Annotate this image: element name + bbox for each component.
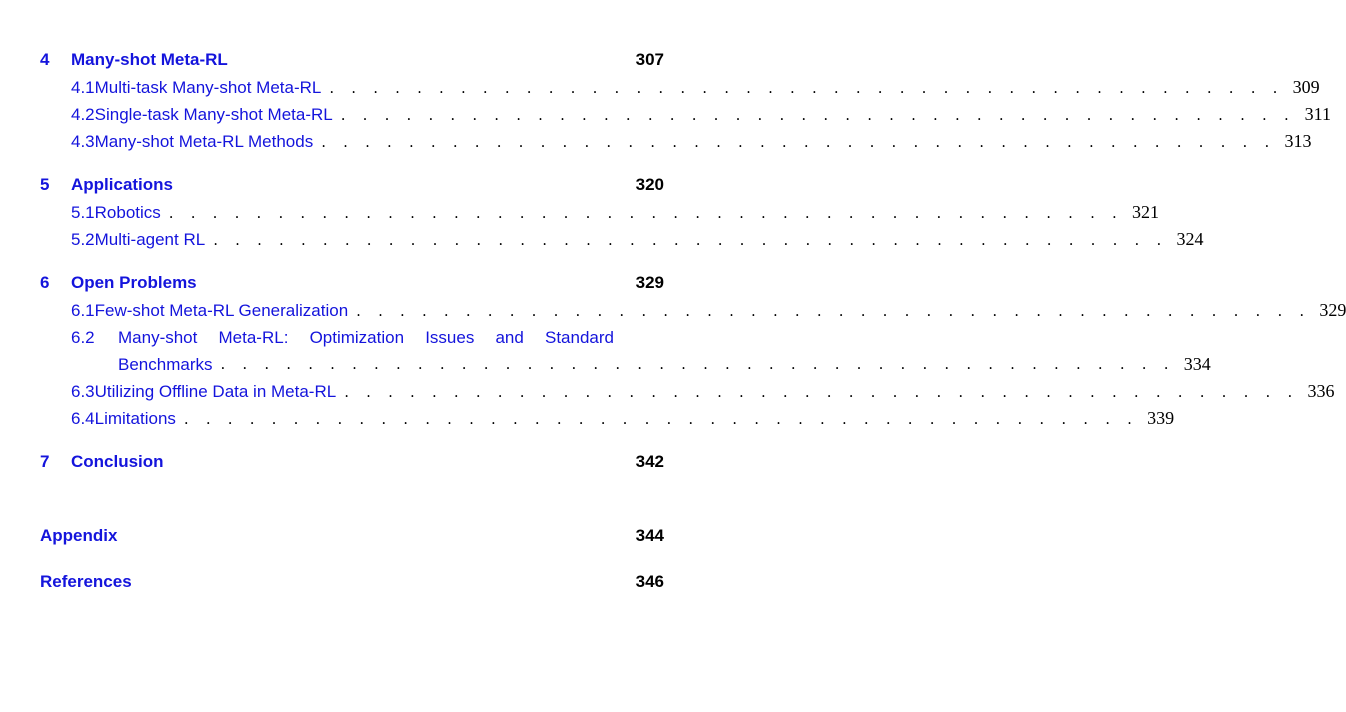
chapter-page: 342 bbox=[635, 452, 664, 471]
toc-section-6-4[interactable] bbox=[40, 405, 1175, 432]
appendix-page: 344 bbox=[635, 526, 664, 545]
toc-chapter-7[interactable] bbox=[40, 452, 664, 474]
section-title-link[interactable]: Utilizing Offline Data in Meta-RL bbox=[94, 382, 337, 401]
appendix-title-link[interactable]: Appendix bbox=[40, 526, 118, 545]
dot-leader: . . . . . . . . . . . . . . . . . . . . . . . . . . . . . . . . . . . . . . . . . . . . bbox=[344, 383, 1299, 401]
dot-leader: . . . . . . . . . . . . . . . . . . . . . . . . . . . . . . . . . . . . . . . . . . . . bbox=[220, 355, 1175, 373]
toc-section-5-1[interactable] bbox=[40, 199, 1160, 226]
toc-section-6-1[interactable] bbox=[40, 297, 1346, 324]
section-title-link[interactable]: Limitations bbox=[94, 409, 176, 428]
section-title-link[interactable]: Multi-task Many-shot Meta-RL bbox=[94, 78, 322, 97]
chapter-title-link[interactable]: Open Problems bbox=[71, 273, 197, 292]
section-number: 6.4 bbox=[71, 409, 95, 428]
section-page: 339 bbox=[1147, 408, 1175, 428]
toc-chapter-6[interactable] bbox=[40, 273, 664, 295]
chapter-number: 5 bbox=[40, 175, 50, 194]
chapter-page: 307 bbox=[635, 50, 664, 69]
section-page: 313 bbox=[1284, 131, 1312, 151]
section-page: 324 bbox=[1176, 229, 1204, 249]
dot-leader: . . . . . . . . . . . . . . . . . . . . . . . . . . . . . . . . . . . . . . . . . . . . bbox=[340, 106, 1295, 124]
dot-leader: . . . . . . . . . . . . . . . . . . . . . . . . . . . . . . . . . . . . . . . . . . . . bbox=[213, 231, 1168, 249]
section-number: 6.1 bbox=[71, 301, 95, 320]
section-page: 311 bbox=[1304, 104, 1331, 124]
toc-chapter-4[interactable] bbox=[40, 50, 664, 72]
section-title-link-continued[interactable]: Benchmarks bbox=[118, 355, 213, 374]
section-number: 4.3 bbox=[71, 132, 95, 151]
references-title-link[interactable]: References bbox=[40, 572, 132, 591]
chapter-number: 6 bbox=[40, 273, 50, 292]
section-number: 5.2 bbox=[71, 230, 95, 249]
toc-appendix[interactable] bbox=[40, 526, 664, 548]
section-title-link[interactable]: Multi-agent RL bbox=[94, 230, 206, 249]
section-title-link[interactable]: Single-task Many-shot Meta-RL bbox=[94, 105, 333, 124]
chapter-page: 329 bbox=[635, 273, 664, 292]
section-page: 329 bbox=[1319, 300, 1346, 320]
section-page: 336 bbox=[1307, 381, 1335, 401]
references-page: 346 bbox=[635, 572, 664, 591]
section-title-link[interactable]: Robotics bbox=[94, 203, 161, 222]
section-number: 5.1 bbox=[71, 203, 95, 222]
section-number: 4.2 bbox=[71, 105, 95, 124]
chapter-title-link[interactable]: Applications bbox=[71, 175, 174, 194]
chapter-title-link[interactable]: Conclusion bbox=[71, 452, 164, 471]
dot-leader: . . . . . . . . . . . . . . . . . . . . . . . . . . . . . . . . . . . . . . . . . . . . bbox=[329, 79, 1284, 97]
section-number: 4.1 bbox=[71, 78, 95, 97]
dot-leader: . . . . . . . . . . . . . . . . . . . . . . . . . . . . . . . . . . . . . . . . . . . . bbox=[321, 133, 1276, 151]
chapter-page: 320 bbox=[635, 175, 664, 194]
toc-section-4-1[interactable] bbox=[40, 74, 1320, 101]
toc-section-6-3[interactable] bbox=[40, 378, 1335, 405]
toc-references[interactable] bbox=[40, 572, 664, 594]
chapter-number: 4 bbox=[40, 50, 50, 69]
section-title-link[interactable]: Many-shot Meta-RL: Optimization Issues and Standard bbox=[118, 328, 614, 347]
chapter-title-link[interactable]: Many-shot Meta-RL bbox=[71, 50, 228, 69]
dot-leader: . . . . . . . . . . . . . . . . . . . . . . . . . . . . . . . . . . . . . . . . . . . . bbox=[183, 410, 1139, 428]
toc-chapter-5[interactable] bbox=[40, 175, 664, 197]
section-page: 321 bbox=[1132, 202, 1160, 222]
toc-section-6-2[interactable] bbox=[40, 324, 1211, 378]
table-of-contents bbox=[40, 50, 1346, 594]
section-title-link[interactable]: Few-shot Meta-RL Generalization bbox=[94, 301, 349, 320]
toc-section-5-2[interactable] bbox=[40, 226, 1204, 253]
dot-leader: . . . . . . . . . . . . . . . . . . . . . . . . . . . . . . . . . . . . . . . . . . . . bbox=[356, 302, 1311, 320]
section-number: 6.3 bbox=[71, 382, 95, 401]
dot-leader: . . . . . . . . . . . . . . . . . . . . . . . . . . . . . . . . . . . . . . . . . . . . bbox=[168, 204, 1124, 222]
toc-section-4-2[interactable] bbox=[40, 101, 1331, 128]
chapter-number: 7 bbox=[40, 452, 50, 471]
section-page: 334 bbox=[1183, 354, 1211, 374]
section-title-link[interactable]: Many-shot Meta-RL Methods bbox=[94, 132, 314, 151]
section-page: 309 bbox=[1292, 77, 1320, 97]
section-number: 6.2 bbox=[71, 328, 95, 347]
toc-section-4-3[interactable] bbox=[40, 128, 1312, 155]
